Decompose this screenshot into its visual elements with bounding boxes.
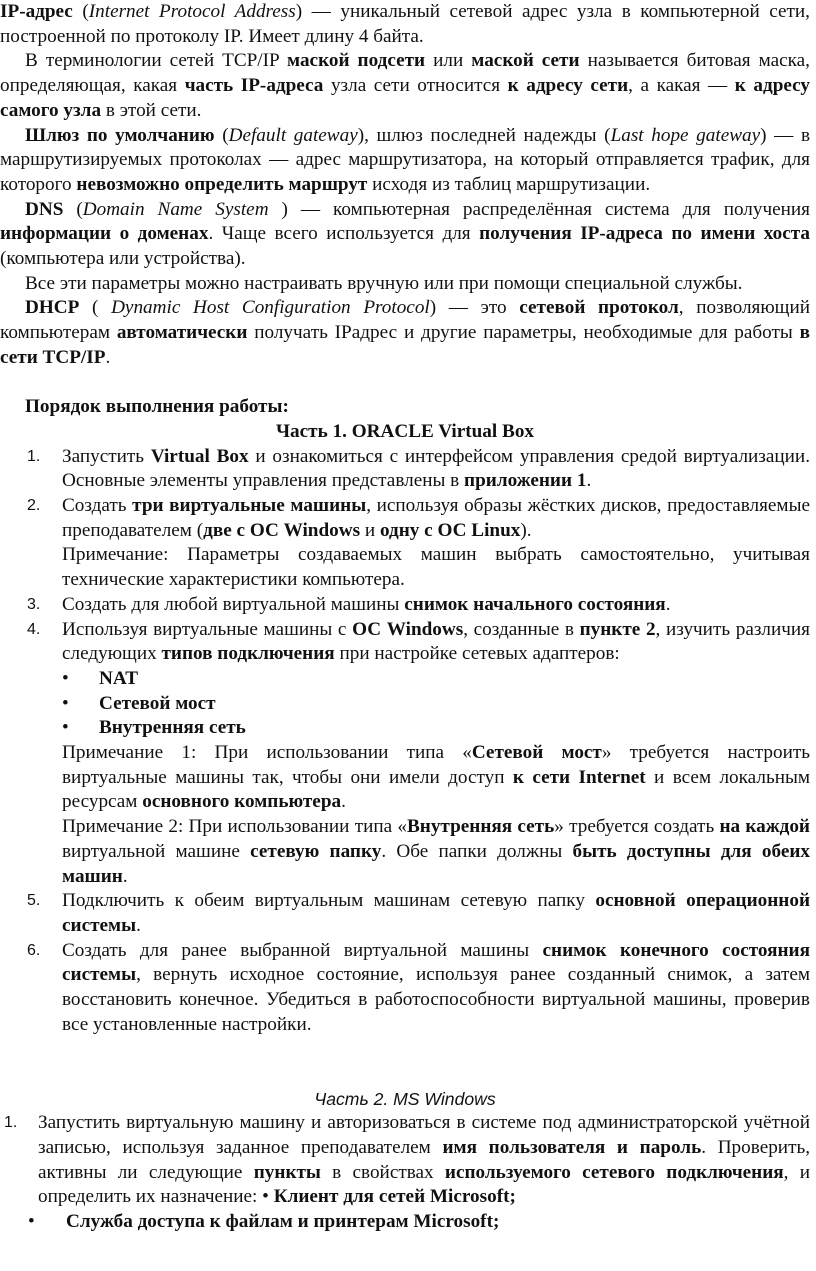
- text: ) — уникальный сетевой адрес узла в компьютерной сети, построенной по протоколу IP. Имеет длину 4 байта.: [0, 1, 810, 47]
- note: [0, 741, 810, 815]
- paragraph-dhcp: [0, 296, 810, 370]
- bullet-item: [0, 667, 810, 692]
- text: ) — в маршрутизируемых протоколах — адрес маршрутизатора, на который отправляется трафик, для которого: [0, 124, 811, 195]
- list-number: 6.: [27, 941, 41, 959]
- bullet: •: [262, 1186, 269, 1208]
- text: ).: [520, 519, 532, 541]
- term-default-gateway: Шлюз по умолчанию: [25, 124, 215, 146]
- bold: к сети Internet: [512, 766, 646, 788]
- bold: Служба доступа к файлам и принтерам Microsoft;: [66, 1211, 500, 1233]
- bullet-item: [0, 692, 810, 717]
- text: виртуальной машине: [62, 840, 251, 862]
- bold: Внутренняя сеть: [406, 816, 555, 838]
- connection-type: Внутренняя сеть: [99, 717, 246, 739]
- text: исходя из таблиц маршрутизации.: [367, 173, 651, 195]
- bold: основного компьютера: [142, 791, 342, 813]
- spacer: [0, 1038, 810, 1087]
- text: ) — компьютерная распределённая система для получения: [281, 198, 810, 220]
- bold: основной операционной системы: [62, 890, 810, 936]
- text: .: [105, 346, 111, 368]
- text: . Обе папки должны: [381, 840, 573, 862]
- text: .: [341, 791, 346, 813]
- bold: на каждой: [719, 816, 810, 838]
- bold: снимок начального состояния: [404, 593, 666, 615]
- bold: получения IP-адреса по имени хоста: [479, 223, 811, 245]
- text: называется битовая маска, определяющая, какая: [0, 50, 810, 97]
- bold: сетевой протокол: [519, 297, 679, 319]
- list-item: [0, 1111, 810, 1210]
- bold: в сети TCP/IP: [0, 322, 810, 368]
- text: .: [122, 865, 128, 887]
- text: .: [586, 470, 592, 492]
- list-item: [0, 494, 810, 543]
- note: Примечание: Параметры создаваемых машин выбрать самостоятельно, учитывая технические характеристики компьютера.: [62, 544, 810, 591]
- bold: информации о доменах: [0, 223, 209, 245]
- term-en: Dynamic Host Configuration Protocol: [111, 297, 430, 319]
- term-en: Default gateway: [228, 124, 358, 146]
- bold: пункты: [253, 1161, 321, 1183]
- text: , созданные в: [463, 618, 580, 640]
- heading: Порядок выполнения работы:: [25, 396, 289, 418]
- list-number: 1.: [27, 447, 41, 465]
- text: и всем локальным ресурсам: [62, 766, 810, 813]
- text: (: [63, 198, 83, 220]
- bold: сетевую папку: [250, 840, 382, 862]
- text: . Проверить, активны ли следующие: [38, 1136, 811, 1183]
- text: » требуется настроить виртуальные машины так, чтобы они имели доступ: [62, 742, 811, 788]
- note: [0, 815, 810, 889]
- text: В терминологии сетей TCP/IP: [25, 50, 288, 72]
- list-item: [0, 889, 810, 938]
- text: Создать для ранее выбранной виртуальной машины: [62, 939, 543, 961]
- text: , а какая —: [628, 75, 735, 97]
- text: Примечание 2: При использовании типа «: [62, 816, 407, 838]
- bold: одну с ОС Linux: [379, 519, 521, 541]
- text: .: [136, 915, 141, 936]
- bold: маской подсети: [287, 50, 426, 72]
- paragraph-default-gateway: [0, 124, 810, 198]
- list-number: 1.: [4, 1114, 18, 1132]
- bullet-item: [0, 716, 810, 741]
- text: Подключить к обеим виртуальным машинам сетевую папку: [62, 890, 596, 912]
- text: , изучить различия следующих: [62, 618, 811, 665]
- paragraph-params: Все эти параметры можно настраивать вручную или при помощи специальной службы.: [25, 272, 743, 294]
- text: Создать для любой виртуальной машины: [62, 593, 405, 615]
- bold: снимок конечного состояния системы: [62, 939, 810, 986]
- part1-title: [0, 420, 810, 445]
- bold: маской сети: [471, 50, 580, 72]
- text: ) — это: [429, 297, 520, 319]
- paragraph-ip-address: [0, 0, 810, 49]
- text: получать IPадрес и другие параметры, необходимые для работы: [247, 322, 800, 344]
- term-ip-address: IP-адрес: [0, 1, 73, 22]
- bold: Сетевой мост: [471, 742, 602, 764]
- bold: быть доступны для обеих машин: [62, 840, 811, 887]
- bold: имя пользователя и пароль: [442, 1136, 702, 1158]
- list-number: 2.: [27, 497, 41, 515]
- text: Запустить: [62, 445, 151, 467]
- text: и: [360, 519, 380, 541]
- bold: к адресу самого узла: [0, 75, 810, 121]
- list-item: [0, 618, 810, 667]
- procedure-title: [0, 395, 810, 420]
- bold: к адресу сети: [507, 75, 629, 97]
- text: , вернуть исходное состояние, используя ранее созданный снимок, а затем восстановить конечное. Убедиться в работоспособности виртуальной машины, проверив все установленные настройки.: [62, 964, 810, 1035]
- bold: Клиент для сетей Microsoft;: [268, 1186, 516, 1208]
- bullet: •: [62, 717, 69, 739]
- bold: используемого сетевого подключения: [444, 1161, 784, 1183]
- term-en: Last hope gateway: [610, 124, 761, 146]
- text: в этой сети.: [101, 99, 202, 121]
- list-item: [0, 939, 810, 1038]
- list-item: [0, 593, 810, 618]
- text: , и определить их назначение:: [38, 1161, 810, 1208]
- bold: ОС Windows: [352, 618, 464, 640]
- part2-title: Часть 2. MS Windows: [314, 1088, 496, 1109]
- text: и ознакомиться с интерфейсом управления средой виртуализации. Основные элементы управления представлены в: [62, 445, 810, 492]
- list-number: 5.: [27, 892, 41, 910]
- paragraph-subnet-mask: [0, 49, 810, 123]
- connection-type: NAT: [99, 667, 139, 689]
- term-dhcp: DHCP: [25, 297, 80, 319]
- bullet-item: [0, 1210, 810, 1235]
- bold: автоматически: [116, 322, 248, 344]
- term-en: Domain Name System: [82, 198, 282, 220]
- bold: пункте 2: [579, 618, 656, 640]
- term-en: Internet Protocol Address: [88, 1, 296, 22]
- list-number: 3.: [27, 595, 41, 613]
- text: (: [79, 297, 112, 319]
- text: Создать: [62, 495, 133, 517]
- bold: невозможно определить маршрут: [76, 173, 368, 195]
- heading: Часть 1. ORACLE Virtual Box: [275, 420, 535, 442]
- text: .: [665, 593, 671, 615]
- bold: две с ОС Windows: [203, 519, 361, 541]
- bold: типов подключения: [161, 643, 335, 665]
- text: , позволяющий компьютерам: [0, 297, 810, 344]
- bold: Virtual Box: [150, 445, 249, 467]
- text: » требуется создать: [554, 816, 720, 838]
- text: (: [214, 124, 229, 146]
- list-number: 4.: [27, 620, 41, 638]
- text: Используя виртуальные машины с: [62, 618, 353, 640]
- text: ), шлюз последней надежды (: [357, 124, 611, 146]
- bold: три виртуальные машины: [132, 495, 367, 517]
- bullet: •: [62, 667, 69, 689]
- bullet: •: [28, 1211, 35, 1233]
- text: при настройке сетевых адаптеров:: [334, 643, 620, 665]
- text: (компьютера или устройства).: [0, 248, 246, 270]
- bold: приложении 1: [464, 470, 587, 492]
- text: или: [425, 50, 472, 72]
- text: (: [72, 1, 89, 22]
- spacer: [0, 371, 810, 396]
- paragraph-dns: [0, 198, 810, 272]
- bullet: •: [62, 692, 69, 714]
- list-item: [0, 445, 810, 494]
- text: в свойствах: [320, 1161, 445, 1183]
- text: узла сети относится: [323, 75, 508, 97]
- text: Примечание 1: При использовании типа «: [62, 742, 472, 764]
- text: . Чаще всего используется для: [208, 223, 480, 245]
- connection-type: Сетевой мост: [99, 692, 216, 714]
- term-dns: DNS: [25, 198, 64, 220]
- text: Запустить виртуальную машину и авторизоваться в системе под администраторской учётной записью, используя заданное преподавателем: [38, 1112, 810, 1158]
- text: , используя образы жёстких дисков, предоставляемые преподавателем (: [62, 495, 810, 541]
- bold: часть IP-адреса: [184, 75, 324, 97]
